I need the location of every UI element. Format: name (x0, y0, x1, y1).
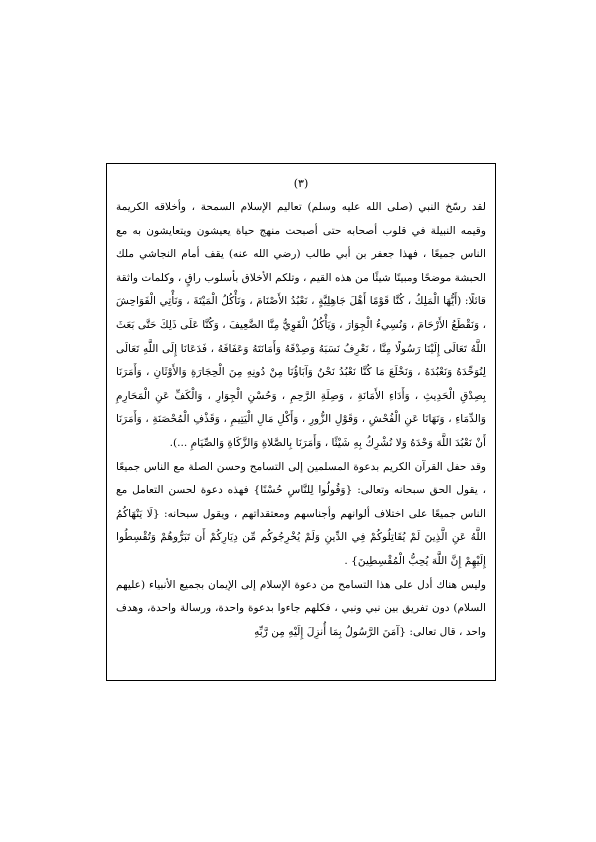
paragraph-quran-tolerance: وقد حفل القرآن الكريم بدعوة المسلمين إلى التسامح وحسن الصلة مع الناس جميعًا ، يقول الحق سبحانه وتعالى: {وَقُولُوا لِلنَّاسِ حُسْنًا} فهذه دعوة لحسن التعامل مع الناس جميعًا على اختلاف ألوانهم وأجناسهم ومعتقداتهم ، ويقول سبحانه: {لَا يَنْهَاكُمُ اللَّهُ عَنِ الَّذِينَ لَمْ يُقَاتِلُوكُمْ فِي الدِّينِ وَلَمْ يُخْرِجُوكُم مِّن دِيَارِكُمْ أَن تَبَرُّوهُمْ وَتُقْسِطُوا إِلَيْهِمْ إِنَّ اللَّهَ يُحِبُّ الْمُقْسِطِينَ} . (116, 460, 486, 567)
text-body (116, 196, 486, 644)
paragraph-prophets-belief: وليس هناك أدل على هذا التسامح من دعوة الإسلام إلى الإيمان بجميع الأنبياء (عليهم السلام) دون تفريق بين نبي ونبي ، فكلهم جاءوا بدعوة واحدة، ورسالة واحدة، وهدف واحد ، قال تعالى: {آمَنَ الرَّسُولُ بِمَا أُنزِلَ إِلَيْهِ مِن رَّبِّهِ (116, 578, 486, 638)
page-frame (106, 163, 496, 681)
paragraph-jafar-speech: لقد رسّخ النبي (صلى الله عليه وسلم) تعاليم الإسلام السمحة ، وأخلاقه الكريمة وقيمه النبيلة في قلوب أصحابه حتى أصبحت منهج حياة يعيشون ويتعايشون به مع الناس جميعًا ، فهذا جعفر بن أبي طالب (رضي الله عنه) يقف أمام النجاشي ملك الحبشة موضحًا ومبينًا شيئًا من هذه القيم ، وتلكم الأخلاق بأسلوب راقٍ ، وكلمات واثقة قائلًا: (أَيُّهَا الْمَلِكُ ، كُنَّا قَوْمًا أَهْلَ جَاهِلِيَّةٍ ، نَعْبُدُ الأَصْنَامَ ، وَنَأْكُلُ الْمَيْتَةَ ، وَنَأْتِي الْفَوَاحِشَ ، وَنَقْطَعُ الأَرْحَامَ ، وَنُسِيءُ الْجِوَارَ ، وَيَأْكُلُ الْقَوِيُّ مِنَّا الضَّعِيفَ ، وَكُنَّا عَلَى ذَلِكَ حَتَّى بَعَثَ اللَّهُ تَعَالَى إِلَيْنَا رَسُولًا مِنَّا ، نَعْرِفُ نَسَبَهُ وَصِدْقَهُ وَأَمَانَتَهُ وَعَفَافَهُ ، فَدَعَانَا إِلَى اللَّهِ تَعَالَى لِنُوَحِّدَهُ وَنَعْبُدَهُ ، وَنَخْلَعَ مَا كُنَّا نَعْبُدُ نَحْنُ وَآبَاؤُنَا مِنْ دُونِهِ مِنَ الْحِجَارَةِ وَالأَوْثَانِ ، وَأَمَرَنَا بِصِدْقِ الْحَدِيثِ ، وَأَدَاءِ الأَمَانَةِ ، وَصِلَةِ الرَّحِمِ ، وَحُسْنِ الْجِوَارِ ، وَالْكَفِّ عَنِ الْمَحَارِمِ وَالدِّمَاءِ ، وَنَهَانَا عَنِ الْفُحْشِ ، وَقَوْلِ الزُّورِ ، وَأَكْلِ مَالِ الْيَتِيمِ ، وَقَذْفِ الْمُحْصَنَةِ ، وَأَمَرَنَا أَنْ نَعْبُدَ اللَّهَ وَحْدَهُ وَلا نُشْرِكُ بِهِ شَيْئًا ، وَأَمَرَنَا بِالصَّلاةِ وَالزَّكَاةِ وَالصِّيَامِ ...). (116, 201, 486, 449)
page-number: (٣) (293, 177, 309, 190)
